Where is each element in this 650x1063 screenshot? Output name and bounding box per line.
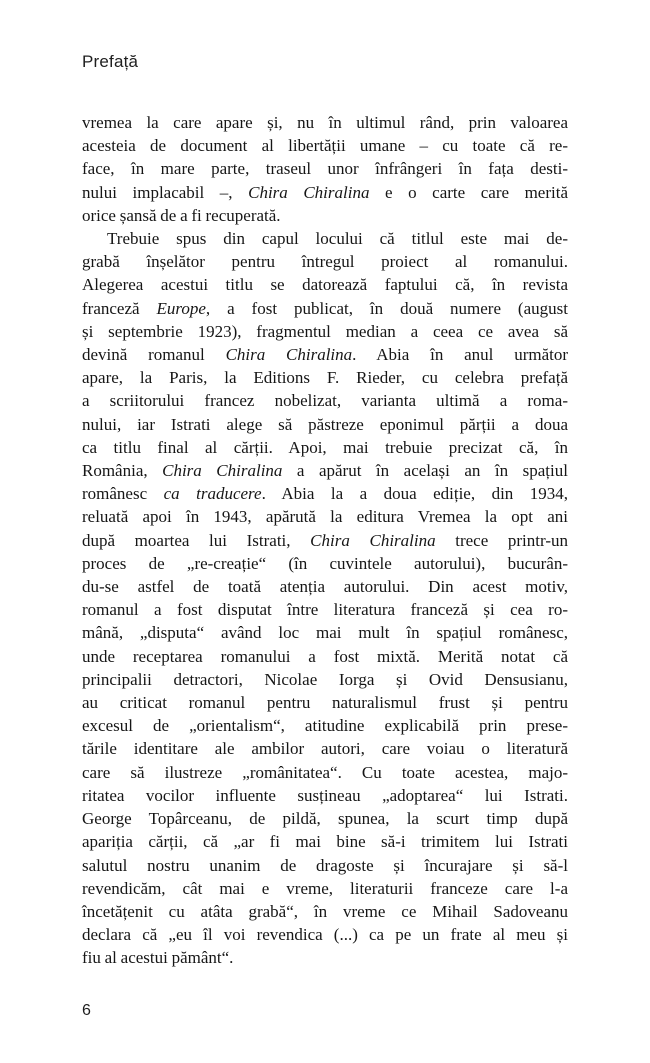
text-segment: ca titlu final al cărții. Apoi, mai trebuie precizat că, în [82, 437, 568, 457]
text-line [82, 691, 568, 714]
text-segment: trece printr-un [435, 530, 568, 550]
text-segment: nului implacabil –, [82, 182, 249, 202]
text-line [82, 668, 568, 691]
text-segment: declara că „eu îl voi revendica (...) ca pe un frate al meu și [82, 925, 568, 945]
italic-text-segment: Europe [156, 298, 206, 318]
text-line [82, 552, 568, 575]
text-line [82, 157, 568, 180]
text-segment: și septembrie 1923), fragmentul median a ceea ce avea să [82, 321, 568, 341]
text-segment: excesul de „orientalism“, atitudine explicabilă prin prese- [82, 716, 568, 736]
text-segment: principalii detractori, Nicolae Iorga și Ovid Densusianu, [82, 669, 568, 689]
text-line [82, 737, 568, 760]
text-segment: George Topârceanu, de pildă, spunea, la scurt timp după [82, 809, 568, 829]
text-segment: care să ilustreze „românitatea“. Cu toate acestea, majo- [82, 762, 568, 782]
text-segment: tările identitare ale ambilor autori, care voiau o literatură [82, 739, 568, 759]
italic-text-segment: Chira Chiralina [248, 182, 370, 202]
text-segment: revendicăm, cât mai e vreme, literaturii franceze care l-a [82, 878, 568, 898]
text-segment: face, în mare parte, traseul unor înfrângeri în fața desti- [82, 159, 568, 179]
text-line [82, 621, 568, 644]
text-segment: franceză [82, 298, 157, 318]
text-line [82, 250, 568, 273]
text-segment: nului, iar Istrati alege să păstreze eponimul părții a doua [82, 414, 568, 434]
text-segment: grabă înșelător pentru întregul proiect al romanului. [82, 252, 568, 272]
text-segment: apariția cărții, că „ar fi mai bine să-i trimitem lui Istrati [82, 832, 568, 852]
text-line [82, 830, 568, 853]
text-segment: Alegerea acestui titlu se datorează faptului că, în revista [82, 275, 568, 295]
text-line [82, 807, 568, 830]
text-line [82, 111, 568, 134]
text-segment: România, [82, 461, 163, 481]
text-line [82, 877, 568, 900]
text-segment: apare, la Paris, la Editions F. Rieder, cu celebra prefață [82, 368, 568, 388]
text-line [82, 575, 568, 598]
text-segment: românesc [82, 484, 164, 504]
text-line [82, 482, 568, 505]
text-line [82, 459, 568, 482]
text-segment: devină romanul [82, 345, 226, 365]
paragraph [82, 227, 568, 970]
text-segment: orice șansă de a fi recuperată. [82, 205, 281, 225]
text-line [82, 923, 568, 946]
text-segment: proces de „re-creație“ (în cuvintele autorului), bucurân- [82, 553, 568, 573]
italic-text-segment: Chira Chiralina [310, 530, 436, 550]
text-line [82, 366, 568, 389]
text-segment: după moartea lui Istrati, [82, 530, 311, 550]
text-line [82, 598, 568, 621]
text-segment: vremea la care apare și, nu în ultimul rând, prin valoarea [82, 113, 568, 132]
text-segment: fiu al acestui pământ“. [82, 948, 234, 968]
text-segment: a scriitorului francez nobelizat, varianta ultimă a roma- [82, 391, 568, 411]
paragraph [82, 111, 568, 227]
text-segment: . Abia în anul următor [352, 345, 569, 365]
italic-text-segment: Chira Chiralina [162, 461, 283, 481]
text-line [82, 320, 568, 343]
body-text [82, 111, 568, 970]
text-segment: e o carte care merită [369, 182, 568, 202]
italic-text-segment: Chira Chiralina [225, 345, 353, 365]
text-line [82, 413, 568, 436]
text-line [82, 645, 568, 668]
text-segment: salutul nostru unanim de dragoste și încurajare și să-l [82, 855, 568, 875]
text-segment: , a fost publicat, în două numere (august [205, 298, 568, 318]
text-segment: du-se astfel de toată atenția autorului. Din acest motiv, [82, 577, 568, 597]
text-line [82, 900, 568, 923]
text-segment: acesteia de document al libertății umane – cu toate că re- [82, 136, 568, 156]
running-header: Prefață [82, 52, 139, 71]
text-line [82, 134, 568, 157]
text-segment: reluată apoi în 1943, apărută la editura Vremea la opt ani [82, 507, 568, 527]
text-segment: încetățenit cu atâta grabă“, în vreme ce Mihail Sadoveanu [82, 901, 568, 921]
text-line [82, 297, 568, 320]
text-line [82, 946, 568, 969]
text-line [82, 529, 568, 552]
text-segment: Trebuie spus din capul locului că titlul este mai de- [107, 229, 568, 249]
text-line [82, 854, 568, 877]
text-line [82, 343, 568, 366]
page-number: 6 [82, 1002, 91, 1019]
italic-text-segment: ca traducere [163, 484, 262, 504]
text-segment: a apărut în același an în spațiul [282, 461, 568, 481]
text-line [82, 227, 568, 250]
text-line [82, 273, 568, 296]
text-line [82, 204, 568, 227]
text-line [82, 181, 568, 204]
text-segment: au criticat romanul pentru naturalismul frust și pentru [82, 693, 568, 713]
text-segment: mână, „disputa“ având loc mai mult în spațiul românesc, [82, 623, 568, 643]
text-segment: romanul a fost disputat între literatura franceză și cea ro- [82, 600, 568, 620]
text-line [82, 714, 568, 737]
text-line [82, 761, 568, 784]
text-line [82, 389, 568, 412]
text-segment: . Abia la a doua ediție, din 1934, [261, 484, 568, 504]
text-segment: unde receptarea romanului a fost mixtă. Merită notat că [82, 646, 568, 666]
text-segment: ritatea vocilor influente susțineau „adoptarea“ lui Istrati. [82, 785, 568, 805]
text-line [82, 784, 568, 807]
text-line [82, 436, 568, 459]
text-line [82, 505, 568, 528]
